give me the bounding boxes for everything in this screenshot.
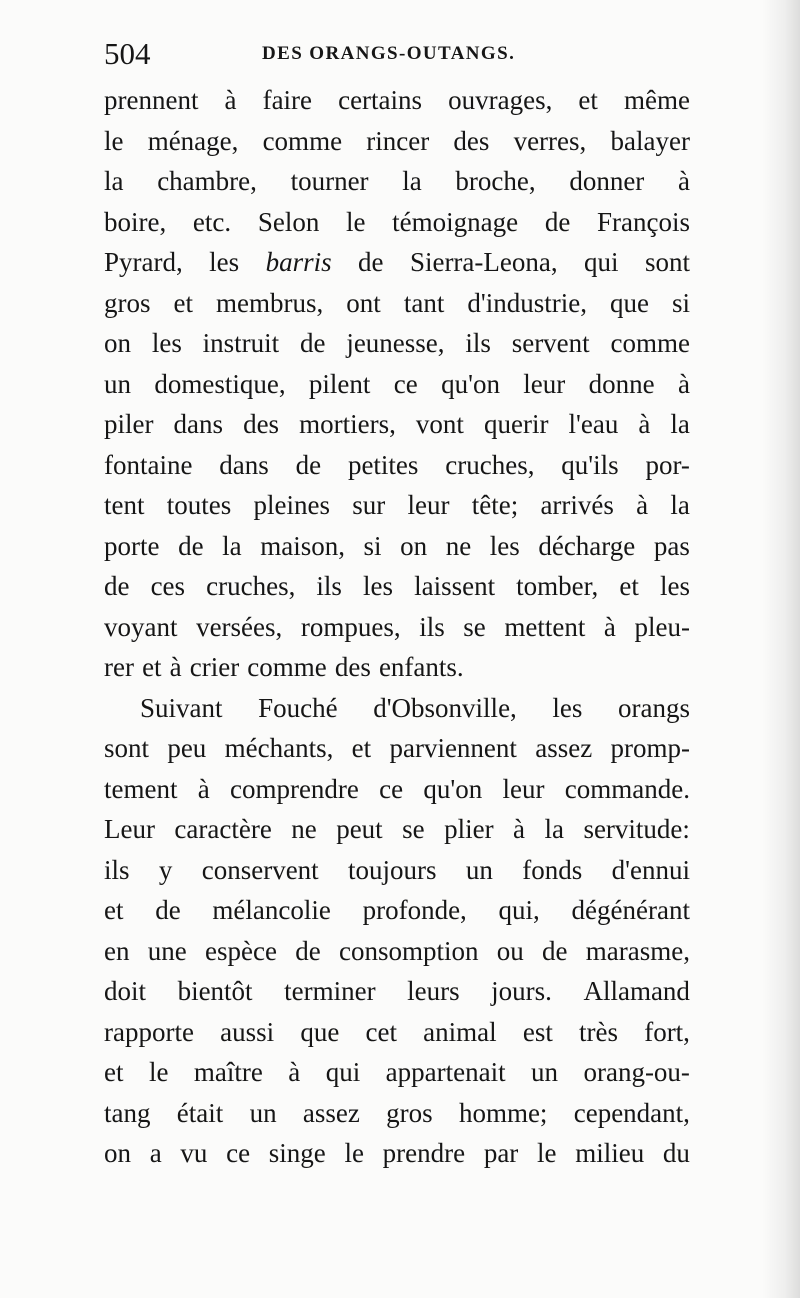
word: sont: [104, 733, 150, 763]
word: enfants.: [378, 652, 464, 682]
word: servitude:: [583, 814, 690, 844]
word: bientôt: [177, 976, 253, 1006]
word: Selon: [257, 206, 320, 237]
word: ouvrages,: [448, 85, 553, 115]
word: d'ennui: [611, 854, 690, 885]
word: ils: [465, 328, 491, 358]
word: commande.: [564, 773, 690, 804]
text-line: [104, 242, 690, 283]
word: à: [169, 652, 182, 682]
word: les: [363, 571, 393, 601]
word: qui,: [498, 895, 540, 925]
word: voyant: [104, 611, 178, 642]
word: milieu: [575, 1138, 645, 1168]
text-line: [104, 121, 690, 162]
word: pleu-: [634, 611, 690, 642]
word: un: [104, 368, 131, 399]
word: par: [483, 1138, 519, 1168]
word: singe: [268, 1138, 326, 1168]
body-text: [104, 80, 690, 1174]
text-line: [104, 728, 690, 769]
word: donner: [569, 166, 645, 196]
word: vont: [415, 409, 464, 439]
word: instruit: [202, 328, 280, 358]
word: qu'on: [441, 368, 500, 399]
word: la: [222, 530, 242, 561]
word: les: [552, 692, 583, 723]
word: fonds: [522, 854, 583, 885]
word: le: [104, 125, 124, 156]
word: Allamand: [583, 976, 690, 1006]
text-line: [104, 161, 690, 202]
word: ce: [379, 773, 404, 804]
text-line: [104, 202, 690, 243]
word: aussi: [220, 1016, 275, 1047]
word: espèce: [205, 935, 277, 966]
word: la: [670, 409, 690, 439]
word: piler: [104, 409, 154, 439]
word: leurs: [407, 976, 460, 1006]
word: le: [346, 206, 366, 237]
text-line: [104, 809, 690, 850]
word: dans: [219, 449, 269, 480]
word: la: [104, 166, 124, 196]
word: versées,: [196, 611, 283, 642]
text-line: [104, 688, 690, 729]
word: de: [295, 449, 322, 480]
word: est: [522, 1016, 553, 1047]
word: tement: [104, 773, 178, 804]
word: le: [148, 1057, 169, 1087]
text-line: [104, 1093, 690, 1134]
word: peut: [336, 814, 383, 844]
word: la: [670, 490, 690, 520]
word: que: [300, 1016, 340, 1047]
word: membrus,: [216, 287, 324, 318]
word: si: [363, 530, 382, 561]
word: sur: [352, 490, 386, 520]
word: Suivant: [140, 692, 223, 723]
word: de: [358, 247, 384, 277]
word: dans: [173, 409, 224, 439]
word: si: [671, 287, 690, 318]
word: qu'ils: [561, 449, 619, 480]
text-line: [104, 931, 690, 972]
word: décharge: [538, 530, 636, 561]
word: tomber,: [516, 571, 599, 601]
word: parviennent: [389, 733, 517, 763]
word: terminer: [284, 976, 376, 1006]
word: pas: [653, 530, 690, 561]
word: à: [638, 409, 651, 439]
word: orang-ou-: [583, 1057, 690, 1087]
word: profonde,: [362, 895, 467, 925]
word: comme: [247, 652, 327, 682]
text-line: [104, 80, 690, 121]
word: chambre,: [157, 166, 257, 196]
word: leur: [407, 490, 450, 520]
text-line: [104, 607, 690, 648]
word: François: [596, 206, 690, 237]
word: de: [178, 530, 204, 561]
word: de: [295, 935, 321, 966]
word: de: [544, 206, 571, 237]
word: à: [288, 1057, 301, 1087]
word: peu: [167, 733, 207, 763]
word: le: [344, 1138, 364, 1168]
word: fontaine: [104, 449, 193, 480]
word: etc.: [192, 206, 232, 237]
word: qu'on: [423, 773, 483, 804]
word: cependant,: [573, 1097, 690, 1128]
word: rapporte: [104, 1016, 194, 1047]
word: que: [609, 287, 649, 318]
text-line: [104, 404, 690, 445]
word: comme: [262, 125, 343, 156]
word: à: [636, 490, 649, 520]
word: et: [619, 571, 639, 601]
running-title: DES ORANGS-OUTANGS.: [262, 43, 516, 64]
word: ou: [496, 935, 524, 966]
word: à: [603, 611, 616, 642]
text-line: [104, 1133, 690, 1174]
word: gros: [386, 1097, 433, 1128]
word: on: [104, 1138, 131, 1168]
page-number: 504: [104, 36, 151, 71]
word: ce: [226, 1138, 251, 1168]
word: verres,: [513, 125, 587, 156]
word: ménage,: [147, 125, 239, 156]
word: Leur: [104, 814, 155, 844]
word: de: [104, 571, 130, 601]
word: consomption: [338, 935, 479, 966]
word: marasme,: [585, 935, 690, 966]
word: ne: [445, 530, 472, 561]
word: donne: [588, 368, 655, 399]
word: les: [489, 530, 520, 561]
word: ce: [393, 368, 418, 399]
word: était: [176, 1097, 224, 1128]
text-line: [104, 566, 690, 607]
word: tête;: [471, 490, 519, 520]
word: se: [463, 611, 486, 642]
word: tant: [403, 287, 445, 318]
word: très: [579, 1016, 619, 1047]
text-line: [104, 890, 690, 931]
word: à: [678, 166, 690, 196]
word: des: [334, 652, 371, 682]
word: ils: [316, 571, 342, 601]
word: des: [453, 125, 490, 156]
word: arrivés: [540, 490, 614, 520]
word: ils: [419, 611, 445, 642]
word: gros: [104, 287, 151, 318]
word: du: [662, 1138, 690, 1168]
word: rincer: [366, 125, 430, 156]
word: Pyrard,: [104, 247, 183, 277]
word: un: [465, 854, 493, 885]
word: comme: [610, 328, 690, 358]
word: prendre: [382, 1138, 466, 1168]
running-head: [104, 34, 694, 74]
word: les: [659, 571, 690, 601]
word: crier: [189, 652, 240, 682]
word: assez: [535, 733, 593, 763]
word: les: [209, 247, 240, 277]
word: se: [402, 814, 425, 844]
word: d'industrie,: [467, 287, 587, 318]
word: Sierra-Leona,: [409, 247, 558, 277]
text-line: [104, 769, 690, 810]
word: petites: [347, 449, 419, 480]
word: conservent: [201, 854, 319, 885]
word: maison,: [260, 530, 345, 561]
word: un: [531, 1057, 559, 1087]
word: ont: [346, 287, 381, 318]
word: faire: [262, 85, 313, 115]
word: toutes: [166, 490, 232, 520]
word: méchants,: [224, 733, 334, 763]
word: de: [300, 328, 326, 358]
word: laissent: [414, 571, 496, 601]
word: à: [513, 814, 526, 844]
word: témoignage: [392, 206, 519, 237]
word: y: [158, 854, 173, 885]
word: la: [544, 814, 564, 844]
word: à: [224, 85, 237, 115]
text-line: [104, 445, 690, 486]
word: et: [351, 733, 372, 763]
word: cet: [365, 1016, 397, 1047]
text-line: [104, 283, 690, 324]
word: leur: [502, 773, 545, 804]
word: porte: [104, 530, 160, 561]
word: mettent: [504, 611, 586, 642]
word: cruches,: [206, 571, 296, 601]
word: a: [149, 1138, 162, 1168]
word: pleines: [253, 490, 330, 520]
word: à: [197, 773, 210, 804]
word: balayer: [610, 125, 690, 156]
word: on: [104, 328, 131, 358]
word: rer: [104, 652, 134, 682]
word: on: [400, 530, 428, 561]
text-line: [104, 971, 690, 1012]
word: appartenait: [385, 1057, 506, 1087]
word: domestique,: [154, 368, 286, 399]
word: maître: [193, 1057, 263, 1087]
word: jours.: [491, 976, 552, 1006]
word: dégénérant: [571, 895, 690, 925]
word: des: [243, 409, 280, 439]
word: promp-: [610, 733, 690, 763]
word: la: [402, 166, 422, 196]
word: à: [677, 368, 690, 399]
word: caractère: [174, 814, 272, 844]
word: leur: [523, 368, 566, 399]
text-line: [104, 485, 690, 526]
text-line: [104, 323, 690, 364]
word: de: [542, 935, 568, 966]
text-line: [104, 526, 690, 567]
word: comprendre: [229, 773, 359, 804]
word: querir: [483, 409, 549, 439]
word: certains: [338, 85, 423, 115]
word: et: [173, 287, 194, 318]
text-line: [104, 1052, 690, 1093]
word: qui: [584, 247, 619, 277]
italic-word: barris: [265, 247, 332, 277]
word: jeunesse,: [346, 328, 445, 358]
word: un: [249, 1097, 277, 1128]
word: por-: [645, 449, 690, 480]
word: fort,: [644, 1016, 690, 1047]
text-line: [104, 850, 690, 891]
word: assez: [302, 1097, 360, 1128]
word: les: [151, 328, 182, 358]
word: et: [104, 1057, 124, 1087]
word: orangs: [617, 692, 690, 723]
word: toujours: [348, 854, 437, 885]
word: le: [537, 1138, 557, 1168]
word: mélancolie: [212, 895, 331, 925]
word: tourner: [290, 166, 369, 196]
text-line: [104, 647, 690, 688]
text-line: [104, 364, 690, 405]
word: même: [623, 85, 690, 115]
word: et: [142, 652, 162, 682]
word: ces: [150, 571, 186, 601]
word: sont: [644, 247, 690, 277]
word: doit: [104, 976, 147, 1006]
word: mortiers,: [299, 409, 396, 439]
word: rompues,: [300, 611, 401, 642]
word: tent: [104, 490, 145, 520]
word: de: [155, 895, 181, 925]
word: vu: [180, 1138, 208, 1168]
word: servent: [511, 328, 590, 358]
text-line: [104, 1012, 690, 1053]
word: pilent: [308, 368, 371, 399]
word: en: [104, 935, 130, 966]
word: ne: [291, 814, 317, 844]
word: et: [578, 85, 598, 115]
word: Fouché: [258, 692, 338, 723]
word: ils: [104, 854, 130, 885]
word: et: [104, 895, 124, 925]
page-edge-shadow: [762, 0, 800, 1298]
word: d'Obsonville,: [373, 692, 517, 723]
word: animal: [423, 1016, 497, 1047]
word: homme;: [458, 1097, 548, 1128]
word: l'eau: [568, 409, 619, 439]
word: qui: [325, 1057, 361, 1087]
word: boire,: [104, 206, 167, 237]
word: une: [147, 935, 187, 966]
word: cruches,: [445, 449, 535, 480]
word: plier: [444, 814, 494, 844]
word: tang: [104, 1097, 151, 1128]
word: broche,: [455, 166, 536, 196]
word: prennent: [104, 85, 199, 115]
